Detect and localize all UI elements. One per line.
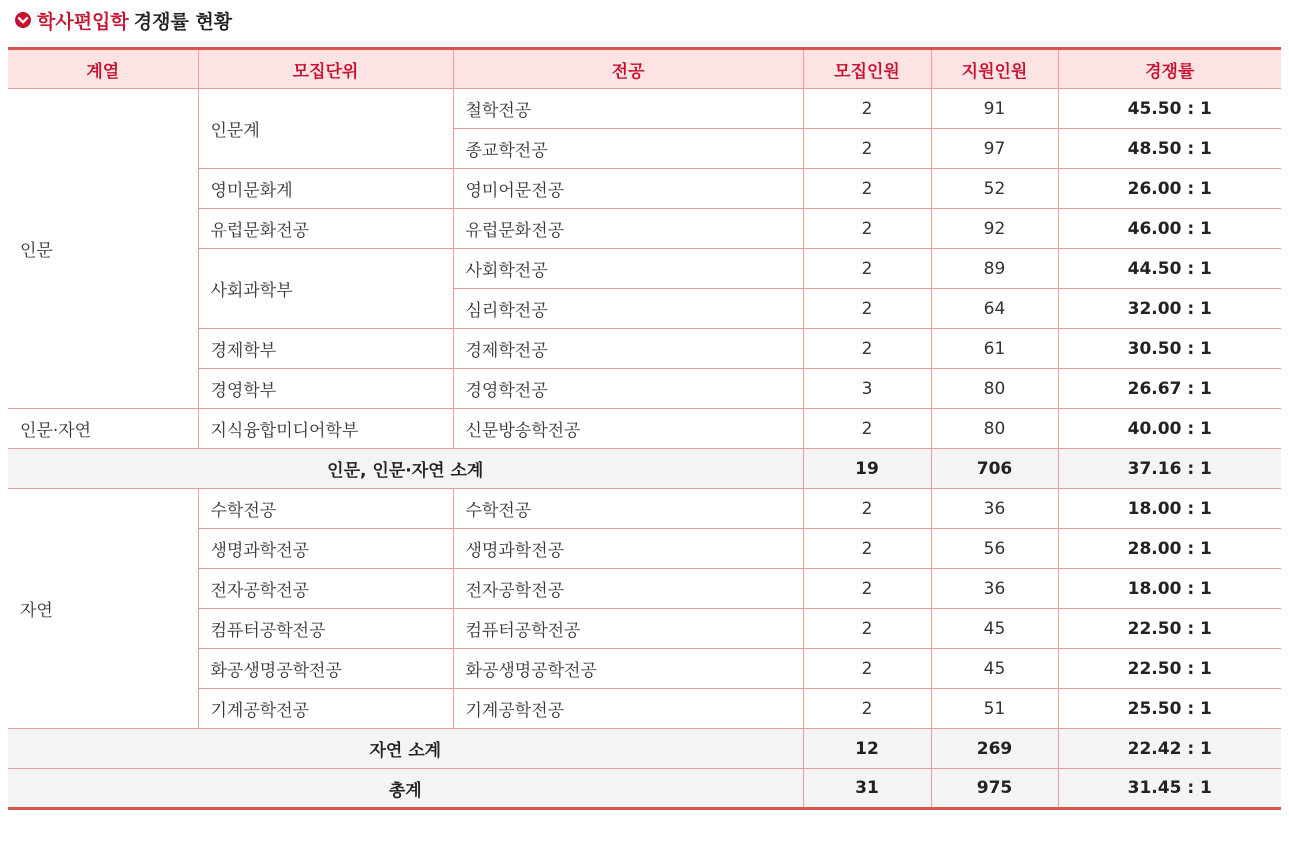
series-cell: 인문·자연	[8, 409, 198, 449]
unit-cell: 유럽문화전공	[198, 209, 453, 249]
major-cell: 사회학전공	[453, 249, 803, 289]
subtotal-label: 총계	[8, 769, 803, 809]
subtotal-label: 인문, 인문·자연 소계	[8, 449, 803, 489]
table-row	[8, 649, 1281, 689]
major-cell: 신문방송학전공	[453, 409, 803, 449]
ratio-cell: 18.00 : 1	[1058, 569, 1281, 609]
unit-cell: 기계공학전공	[198, 689, 453, 729]
series-cell: 인문	[8, 89, 198, 409]
table-body	[8, 89, 1281, 809]
ratio-cell: 30.50 : 1	[1058, 329, 1281, 369]
table-row	[8, 489, 1281, 529]
applicants-cell: 45	[931, 609, 1058, 649]
applicants-cell: 92	[931, 209, 1058, 249]
quota-cell: 2	[803, 409, 931, 449]
applicants-cell: 80	[931, 409, 1058, 449]
major-cell: 영미어문전공	[453, 169, 803, 209]
ratio-cell: 22.50 : 1	[1058, 649, 1281, 689]
unit-cell: 영미문화계	[198, 169, 453, 209]
table-row	[8, 329, 1281, 369]
quota-cell: 2	[803, 129, 931, 169]
section-title	[14, 6, 232, 34]
unit-cell: 인문계	[198, 89, 453, 169]
table-row	[8, 249, 1281, 289]
major-cell: 화공생명공학전공	[453, 649, 803, 689]
applicants-cell: 36	[931, 569, 1058, 609]
major-cell: 종교학전공	[453, 129, 803, 169]
subtotal-quota: 12	[803, 729, 931, 769]
table-row	[8, 529, 1281, 569]
subtotal-row	[8, 729, 1281, 769]
ratio-cell: 45.50 : 1	[1058, 89, 1281, 129]
subtotal-applicants: 706	[931, 449, 1058, 489]
ratio-cell: 28.00 : 1	[1058, 529, 1281, 569]
table-row	[8, 209, 1281, 249]
quota-cell: 2	[803, 89, 931, 129]
header-quota: 모집인원	[803, 49, 931, 89]
subtotal-quota: 19	[803, 449, 931, 489]
unit-cell: 사회과학부	[198, 249, 453, 329]
applicants-cell: 61	[931, 329, 1058, 369]
unit-cell: 생명과학전공	[198, 529, 453, 569]
major-cell: 유럽문화전공	[453, 209, 803, 249]
applicants-cell: 51	[931, 689, 1058, 729]
major-cell: 심리학전공	[453, 289, 803, 329]
header-major: 전공	[453, 49, 803, 89]
major-cell: 수학전공	[453, 489, 803, 529]
chevron-circle-down-icon	[14, 11, 32, 29]
subtotal-applicants: 975	[931, 769, 1058, 809]
applicants-cell: 91	[931, 89, 1058, 129]
applicants-cell: 56	[931, 529, 1058, 569]
ratio-cell: 22.50 : 1	[1058, 609, 1281, 649]
header-series: 계열	[8, 49, 198, 89]
ratio-cell: 26.00 : 1	[1058, 169, 1281, 209]
quota-cell: 3	[803, 369, 931, 409]
table-row	[8, 609, 1281, 649]
quota-cell: 2	[803, 489, 931, 529]
table-row	[8, 169, 1281, 209]
ratio-cell: 48.50 : 1	[1058, 129, 1281, 169]
applicants-cell: 52	[931, 169, 1058, 209]
quota-cell: 2	[803, 169, 931, 209]
unit-cell: 지식융합미디어학부	[198, 409, 453, 449]
header-row	[8, 49, 1281, 89]
subtotal-quota: 31	[803, 769, 931, 809]
ratio-cell: 32.00 : 1	[1058, 289, 1281, 329]
major-cell: 경제학전공	[453, 329, 803, 369]
applicants-cell: 97	[931, 129, 1058, 169]
table-row	[8, 369, 1281, 409]
table-row	[8, 89, 1281, 129]
major-cell: 경영학전공	[453, 369, 803, 409]
table-row	[8, 569, 1281, 609]
header-unit: 모집단위	[198, 49, 453, 89]
unit-cell: 경제학부	[198, 329, 453, 369]
applicants-cell: 64	[931, 289, 1058, 329]
major-cell: 전자공학전공	[453, 569, 803, 609]
subtotal-row	[8, 769, 1281, 809]
table-row	[8, 689, 1281, 729]
ratio-cell: 44.50 : 1	[1058, 249, 1281, 289]
subtotal-applicants: 269	[931, 729, 1058, 769]
major-cell: 철학전공	[453, 89, 803, 129]
quota-cell: 2	[803, 209, 931, 249]
subtotal-row	[8, 449, 1281, 489]
subtotal-ratio: 22.42 : 1	[1058, 729, 1281, 769]
quota-cell: 2	[803, 569, 931, 609]
quota-cell: 2	[803, 329, 931, 369]
quota-cell: 2	[803, 609, 931, 649]
unit-cell: 경영학부	[198, 369, 453, 409]
ratio-cell: 25.50 : 1	[1058, 689, 1281, 729]
unit-cell: 컴퓨터공학전공	[198, 609, 453, 649]
unit-cell: 전자공학전공	[198, 569, 453, 609]
subtotal-label: 자연 소계	[8, 729, 803, 769]
quota-cell: 2	[803, 249, 931, 289]
series-cell: 자연	[8, 489, 198, 729]
quota-cell: 2	[803, 649, 931, 689]
major-cell: 생명과학전공	[453, 529, 803, 569]
unit-cell: 화공생명공학전공	[198, 649, 453, 689]
major-cell: 컴퓨터공학전공	[453, 609, 803, 649]
ratio-cell: 18.00 : 1	[1058, 489, 1281, 529]
subtotal-ratio: 31.45 : 1	[1058, 769, 1281, 809]
quota-cell: 2	[803, 689, 931, 729]
subtotal-ratio: 37.16 : 1	[1058, 449, 1281, 489]
quota-cell: 2	[803, 529, 931, 569]
ratio-cell: 40.00 : 1	[1058, 409, 1281, 449]
title-text: 경쟁률 현황	[133, 10, 233, 33]
unit-cell: 수학전공	[198, 489, 453, 529]
quota-cell: 2	[803, 289, 931, 329]
major-cell: 기계공학전공	[453, 689, 803, 729]
ratio-cell: 46.00 : 1	[1058, 209, 1281, 249]
competition-rate-table	[8, 47, 1281, 810]
header-ratio: 경쟁률	[1058, 49, 1281, 89]
applicants-cell: 45	[931, 649, 1058, 689]
ratio-cell: 26.67 : 1	[1058, 369, 1281, 409]
title-accent: 학사편입학	[37, 10, 129, 33]
applicants-cell: 80	[931, 369, 1058, 409]
applicants-cell: 89	[931, 249, 1058, 289]
applicants-cell: 36	[931, 489, 1058, 529]
table-row	[8, 409, 1281, 449]
header-applicants: 지원인원	[931, 49, 1058, 89]
